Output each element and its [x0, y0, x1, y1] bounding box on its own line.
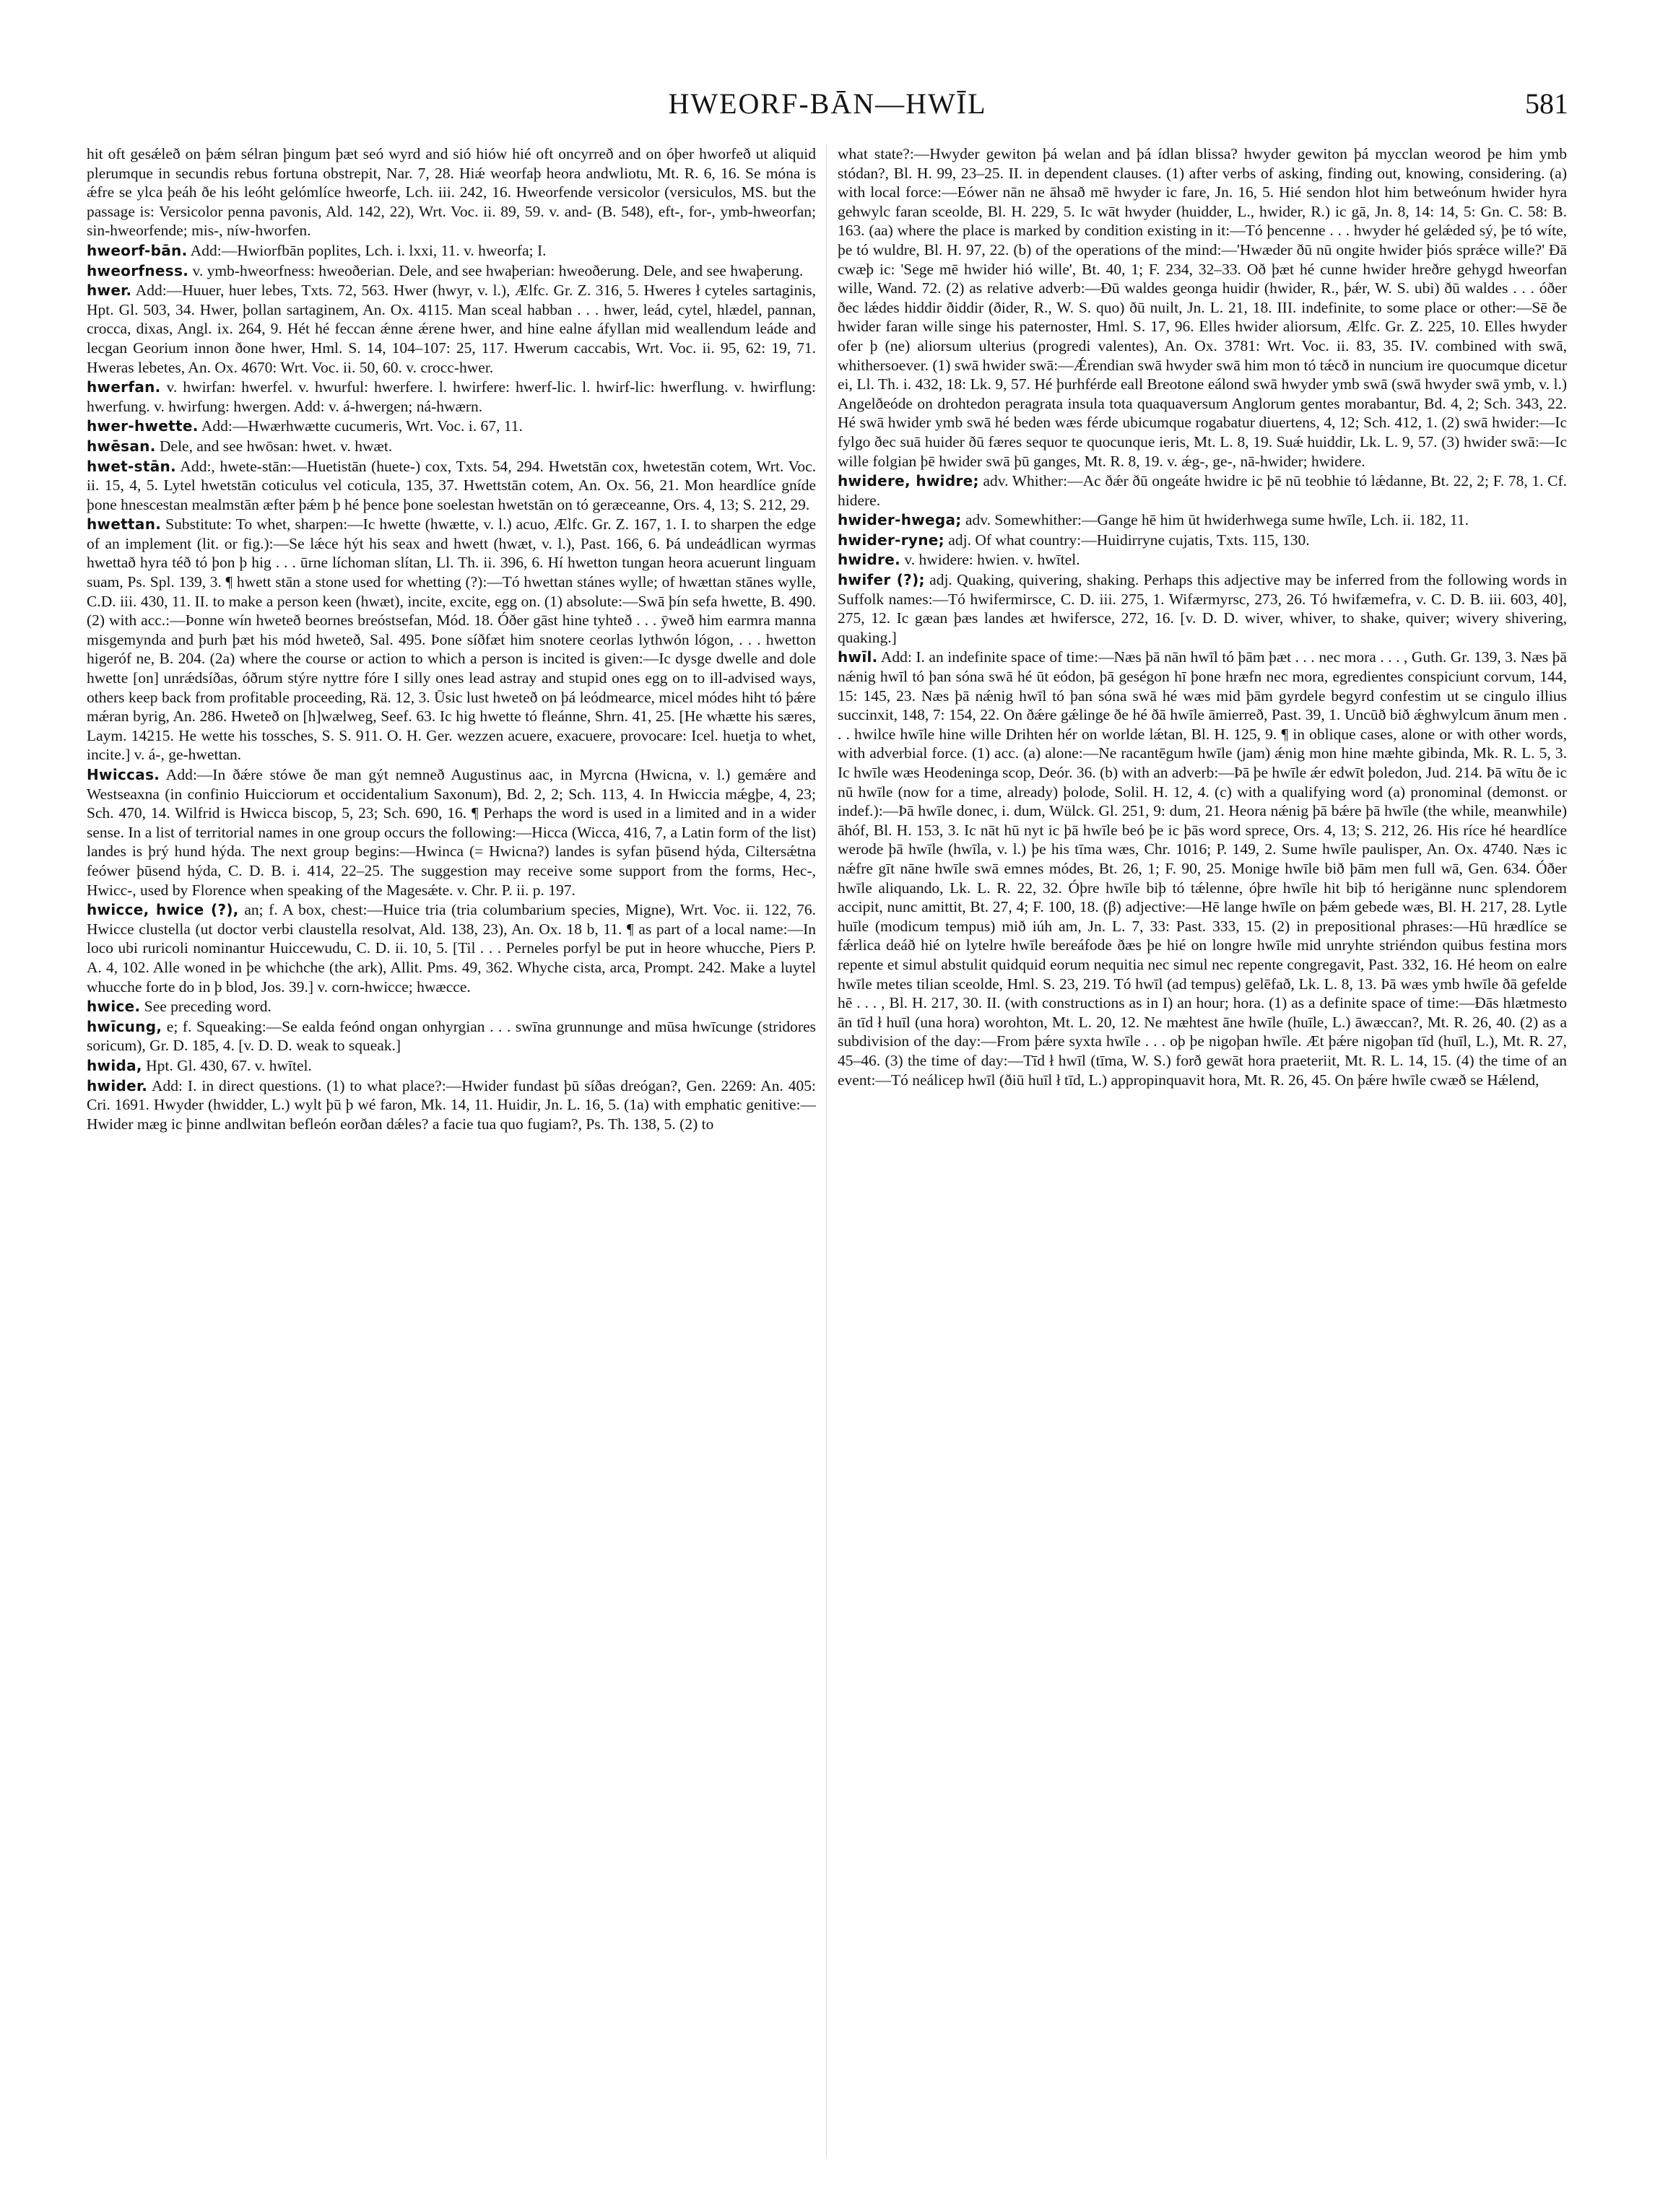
entry-text: adj. Quaking, quivering, shaking. Perhaps this adjective may be inferred from the following words in Suffolk names:—Tó hwifermirsce, C. D. iii. 275, 1. Wifærmyrsc, 273, 26. Tó hwifæmefra, v. C. D. B. iii. 603, 40], 275, 12. Ic gæan þæs landes æt hwifersce, 272, 16. [v. D. D. wiver, whiver, to shake, quiver; wivery shivering, quaking.]: [838, 571, 1567, 646]
entry-headword: hweorf-bān.: [87, 241, 188, 259]
page-header: [87, 87, 1568, 144]
dictionary-entry: [838, 570, 1567, 647]
dictionary-entry: [87, 144, 816, 240]
right-column: [838, 144, 1567, 2159]
dictionary-entry: [838, 648, 1567, 1089]
dictionary-entry: [838, 531, 1567, 550]
entry-text: adv. Somewhither:—Gange hē him ūt hwiderhwega sume hwīle, Lch. ii. 182, 11.: [965, 511, 1469, 529]
entry-text: an; f. A box, chest:—Huice tria (tria columbarium species, Migne), Wrt. Voc. ii. 122, 76. Hwicce clustella (ut doctor verbi claustella resolvat, Ald. 138, 23), An. Ox. 18 b, 11. ¶ as part of a local name:—In loco ubi ruricoli nominantur Huiccewudu, C. D. ii. 10, 5. [Til . . . Perneles porfyl be put in heore whucche, Piers P. A. 4, 102. Alle woned in þe whichche (the ark), Allit. Pms. 49, 362. Whyche cista, arca, Prompt. 242. Make a luytel whucche forte do in þ blod, Jos. 39.] v. corn-hwicce; hwæcce.: [87, 901, 816, 996]
dictionary-entry: [87, 378, 816, 416]
entry-text: v. hwirfan: hwerfel. v. hwurful: hwerfere. l. hwirfere: hwerf-lic. l. hwirf-lic: hwerflung. v. hwirflung: hwerfung. v. hwirfung: hwergen. Add: v. á-hwergen; ná-hwærn.: [87, 378, 816, 415]
dictionary-entry: [87, 241, 816, 261]
dictionary-entry: [838, 471, 1567, 510]
entry-headword: hwettan.: [87, 515, 162, 534]
entry-text: Add:—Huuer, huer lebes, Txts. 72, 563. Hwer (hwyr, v. l.), Ælfc. Gr. Z. 316, 5. Hweres ł cyteles sartaginis, Hpt. Gl. 503, 34. Hwer, þollan sartaginem, An. Ox. 4115. Man sceal habban . . . hwer, leád, cytel, hlædel, pannan, crocca, dixas, Angl. ix. 264, 9. Hét hé feccan ǽnne ǽrene hwer, and hine ealne áfyllan mid weallendum leáde and lecgan Georium innon ðone hwer, Hml. S. 14, 104–107: 25, 117. Hwerum caccabis, Wrt. Voc. ii. 95, 62: 19, 71. Hweras lebetes, An. Ox. 4670: Wrt. Voc. ii. 50, 60. v. crocc-hwer.: [87, 282, 816, 376]
dictionary-entry: [87, 457, 816, 515]
dictionary-entry: [838, 510, 1567, 530]
dictionary-entry: [87, 417, 816, 436]
entry-headword: hwider-ryne;: [838, 531, 944, 549]
entry-headword: hwerfan.: [87, 378, 161, 396]
entry-headword: hwīcung,: [87, 1017, 162, 1035]
dictionary-entry: [87, 997, 816, 1016]
entry-text: hit oft gesǽleð on þǽm sélran þingum þæt seó wyrd and sió hiów hié oft oncyrreð and on óþer hworfeð ut aliquid plerumque in secundis rebus fortuna obstrepit, Nar. 7, 28. Hiǽ weorfaþ heora andwliotu, Mt. R. 6, 16. Se móna is ǽfre se ylca þeáh ðe his leóht gelómlíce hweorfe, Lch. iii. 242, 16. Hweorfende versicolor (versiculos, MS. but the passage is: Versicolor penna pavonis, Ald. 142, 22), Wrt. Voc. ii. 89, 59. v. and- (B. 548), eft-, for-, ymb-hweorfan; sin-hweorfende; mis-, níw-hworfen.: [87, 145, 816, 240]
entry-text: adv. Whither:—Ac ðǽr ðū ongeáte hwidre ic þē nū teobhie tó lǽdanne, Bt. 22, 2; F. 78, 1. Cf. hidere.: [838, 472, 1567, 509]
entry-headword: hwice.: [87, 998, 141, 1016]
page-number: 581: [1525, 87, 1568, 120]
entry-headword: hwīl.: [838, 648, 878, 666]
entry-headword: hwider-hwega;: [838, 511, 962, 529]
entry-headword: hwida,: [87, 1056, 142, 1074]
entry-text: what state?:—Hwyder gewiton þá welan and þá ídlan blissa? hwyder gewiton þá mycclan weorod þe him ymb stódan?, Bl. H. 99, 23–25. II. in dependent clauses. (1) after verbs of asking, finding out, knowing, considering. (a) with local force:—Eówer nān ne āhsað mē hwyder ic fare, Jn. 16, 5. Hié sendon hlot him betweónum hwider hyra gehwylc faran sceolde, Bl. H. 229, 5. Ic wāt hwyder (huidder, L., hwider, R.) ic gā, Jn. 8, 14: 14, 5: Gn. C. 58: B. 163. (aa) where the place is marked by condition existing in it:—Tó þencenne . . . hwyder hé gelǽded sý, þe tó wíte, þe tó wuldre, Bl. H. 97, 22. (b) of the operations of the mind:—'Hwæder ðū nū ongite hwider þiós sprǽce wille?' Ðā cwæþ ic: 'Sege mē hwider hió wille', Bt. 40, 1; F. 234, 32–33. Oð þæt hé cunne hwider hreðre gehygd hweorfan wille, Wand. 72. (2) as relative adverb:—Ðū waldes geonga huidir (hwider, R., þǽr, W. S. ubi) ðū waldes . . . óðer ðec lǽdes hiddir ðiddir (ðider, R., W. S. quo) ðū nuilt, Jn. L. 21, 18. III. indefinite, to some place or other:—Sē ðe hwider faran wille singe his paternoster, Hml. S. 17, 96. Elles hwider aliorsum, Ælfc. Gr. Z. 225, 10. Elles hwyder ofer þ (ne) aliorsum ulterius (progredi valentes), An. Ox. 3781: Wrt. Voc. ii. 83, 35. IV. combined with swā, whithersoever. (1) swā hwider swā:—Ǽrendian swā hwyder swā him mon tó tǽcð in nuncium ire quocumque dicetur ei, Ll. Th. i. 432, 18: Lk. 9, 57. Hé þurhférde eall Breotone eálond swā hwyder ymb swā (swā hwyder swā ymb, v. l.) Angelðeóde on drohtedon peragrata insula tota quaquaversum Anglorum gentes morabantur, Bd. 4, 2; Sch. 343, 22. Hé swā hwider ymb swā hé beden wæs férde ubicumque rogabatur diuertens, 4, 12; Sch. 412, 1. (2) swā hwider:—Ic fylgo ðec suā huider ðū færes sequor te quocunque ieris, Mt. L. 8, 19. Suǽ huiddir, Lk. L. 9, 57. (3) hwider swā:—Ic wille folgian þē hwider swā þū ganges, Mt. R. 8, 19. v. ǽg-, ge-, nā-hwider; hwidere.: [838, 145, 1567, 470]
dictionary-entry: [838, 144, 1567, 471]
entry-headword: hwider.: [87, 1076, 148, 1094]
dictionary-entry: [87, 1076, 816, 1134]
running-head: HWEORF-BĀN—HWĪL: [668, 87, 987, 120]
dictionary-entry: [87, 515, 816, 765]
dictionary-entry: [87, 1017, 816, 1055]
dictionary-entry: [87, 281, 816, 377]
dictionary-entry: [87, 765, 816, 900]
entry-text: Substitute: To whet, sharpen:—Ic hwette (hwætte, v. l.) acuo, Ælfc. Gr. Z. 167, 1. I. to sharpen the edge of an implement (lit. or fig.):—Se lǽce hýt his seax and hwett (hwæt, v. l.), Past. 166, 6. Þá undeádlican wyrmas hwettað hyra téð tó þon þ hig . . . ūrne líchoman slítan, Ll. Th. ii. 396, 6. Hí hwetton tungan heora acuerunt linguam suam, Ps. Spl. 139, 3. ¶ hwett stān a stone used for whetting (?):—Tó hwettan stánes wylle; of hwættan stānes wylle, C.D. iii. 430, 11. II. to make a person keen (hwæt), incite, excite, egg on. (1) absolute:—Swā þín sefa hwette, B. 490. (2) with acc.:—Þonne wín hweteð beornes breóstsefan, Mód. 18. Óðer gāst hine tyhteð . . . ȳweð him earmra manna misgemynda and þurh þæt his mód hweteð, Sal. 495. Þone síðfæt him snotere ceorlas lythwón lógon, . . . hwetton higeróf ne, B. 204. (2a) where the course or action to which a person is incited is given:—Ic dysge dwelle and dole hwette [on] unrǽdsíðas, óðrum stýre nyttre fóre I silly ones lead astray and stupid ones egg on to ill-advised ways, others keep back from profitable proceeding, Rä. 12, 3. Ūsic lust hweteð on þá leódmearce, micel módes hiht tó þǽre mǽran byrig, An. 286. Hweteð on [h]wælweg, Seef. 63. Ic hig hwette tó fleánne, Shrn. 41, 25. [He whætte his særes, Laym. 14215. He wette his tossches, S. S. 911. O. H. Ger. wezzen acuere, exacuere, provocare: Icel. huetja to whet, incite.] v. á-, ge-hwettan.: [87, 515, 816, 764]
entry-headword: hwicce, hwice (?),: [87, 901, 239, 919]
dictionary-entry: [838, 550, 1567, 570]
dictionary-entry: [87, 261, 816, 281]
entry-text: v. hwidere: hwien. v. hwītel.: [904, 551, 1080, 569]
entry-headword: Hwiccas.: [87, 766, 160, 783]
entry-text: See preceding word.: [144, 998, 272, 1016]
entry-text: Add:—Hwiorfbān poplites, Lch. i. lxxi, 11. v. hweorfa; I.: [190, 241, 547, 259]
dictionary-entry: [87, 1056, 816, 1076]
entry-headword: hweorfness.: [87, 261, 189, 279]
entry-headword: hwidere, hwidre;: [838, 472, 979, 490]
entry-headword: hwer.: [87, 282, 132, 300]
entry-headword: hwet-stān.: [87, 457, 176, 475]
entry-text: Add: I. an indefinite space of time:—Næs þā nān hwīl tó þām þæt . . . nec mora . . . , Guth. Gr. 139, 3. Næs þā nǽnig hwīl tó þan sóna swā hé ūt eódon, þā geségon hī þone hræfn nec mora, egredientes conspiciunt corvum, 144, 15: 145, 23. Næs þā nǽnig hwīl tó þan sóna swā hé wæs mid þām gyrdele begyrd confestim ut se cingulo illius succinxit, 148, 7: 154, 22. On ðǽre gǽlinge ðe hé ðā hwīle āmierreð, Past. 39, 1. Uncūð bið ǽghwylcum ānum men . . . hwilce hwīle hine wille Drihten hér on worlde lǽtan, Bl. H. 125, 9. ¶ in oblique cases, alone or with other words, with adverbial force. (1) acc. (a) alone:—Ne racantēgum hwīle (jam) ǽnig mon hine mæhte gibinda, Mk. R. L. 5, 3. Ic hwīle wæs Heodeninga scop, Deór. 36. (b) with an adverb:—Þā þe hwīle ǽr edwīt þoledon, Jud. 214. Þā wītu ðe ic nū hwīle (now for a time, already) þolode, Solil. H. 12, 4. (c) with a qualifying word (a) pronominal (demonst. or indef.):—Þā hwīle donec, i. dum, Wülck. Gl. 251, 9: dum, 21. Heora nǽnig þā bǽre þā hwīle (the while, meanwhile) āhóf, Bl. H. 153, 3. Ic nāt hū nyt ic þā hwīle beó þe ic þās word sprece, Ors. 4, 13; S. 212, 26. His ríce hé heardlíce werode þā hwīle (hwīla, v. l.) þe his tīma wæs, Chr. 1016; P. 149, 2. Sume hwīle paulisper, An. Ox. 4740. Næs ic nǽfre gīt nāne hwīle swā emnes módes, Bt. 26, 1; F. 90, 25. Monige hwīle bið þām men full wā, Gen. 634. Óðer hwīle aliquando, Lk. L. R. 22, 32. Óþre hwīle biþ tó tǽlenne, óþre hwīle hit biþ tó herigänne nunc splendorem accipit, nunc amittit, Bt. 27, 4; F. 100, 18. (β) adjective:—Hē lange hwīle on þǽm gebede wæs, Bl. H. 217, 28. Lytle huīle (modicum tempus) mið iúh am, Jn. L. 7, 33: Past. 333, 15. (2) in prepositional phrases:—Hū hrædlíce se fǽrlica deáð hié on lytelre hwīle bereáfode ðæs þe hié on longre hwīle mid unryhte striéndon quibus festina mors repente et simul abstulit quidquid eorum nequitia nec simul nec repente congregavit, Past. 332, 16. Hé heom on ealre hwīle metes tilian sceolde, Hml. S. 23, 219. Tó hwīl (ad tempus) gelēfað, Lk. L. 8, 13. Þā wæs ymb hwīle ðā gefelde hē . . . , Bl. H. 217, 30. II. (with constructions as in I) an hour; hora. (1) as a definite space of time:—Ðās hlætmesto ān tīd ł huīl (una hora) worohton, Mt. L. 20, 12. Ne mæhtest āne hwīle (huīle, L.) āwæccan?, Mt. R. 26, 40. (2) as a subdivision of the day:—From þǽre syxta hwīle . . . oþ þe nigoþan hwīle. Æt þǽre nigoþan tīd (huīl, L.), Mt. R. 27, 45–46. (3) the time of day:—Tīd ł hwīl (tīma, W. S.) forð gewāt hora praeteriit, Mt. R. L. 14, 15. (4) the time of an event:—Tó neálicep hwīl (ðiū huīl ł tīd, L.) appropinquavit hora, Mt. R. 26, 45. On þǽre hwīle cwæð se Hǽlend,: [838, 648, 1567, 1089]
entry-text: e; f. Squeaking:—Se ealda feónd ongan onhyrgian . . . swīna grunnunge and mūsa hwīcunge (stridores soricum), Gr. D. 185, 4. [v. D. D. weak to squeak.]: [87, 1017, 816, 1055]
left-column: [87, 144, 816, 2159]
dictionary-entry: [87, 437, 816, 456]
entry-text: Add: I. in direct questions. (1) to what place?:—Hwider fundast þū síðas dreógan?, Gen. 2269: An. 405: Cri. 1691. Hwyder (hwidder, L.) wylt þū þ wé faron, Mk. 14, 11. Huidir, Jn. L. 16, 5. (1a) with emphatic genitive:—Hwider mæg ic þinne andlwitan befleón eorðan dǽles? a facie tua quo fugiam?, Ps. Th. 138, 5. (2) to: [87, 1076, 816, 1133]
entry-headword: hwēsan.: [87, 437, 156, 455]
entry-headword: hwifer (?);: [838, 571, 925, 589]
entry-text: Add:—In ðǽre stówe ðe man gýt nemneð Augustinus aac, in Myrcna (Hwicna, v. l.) gemǽre and Westseaxna (in confinio Huicciorum et occidentalium Saxonum), Bd. 2, 2; Sch. 113, 4. In Hwiccia mǽgþe, 4, 23; Sch. 470, 14. Wilfrid is Hwicca biscop, 5, 23; Sch. 690, 16. ¶ Perhaps the word is used in a limited and in a wider sense. In a list of territorial names in one group occurs the following:—Hicca (Wicca, 416, 7, a Latin form of the list) landes is þrý hund hýda. The next group begins:—Hwinca (= Hwicna?) landes is syfan þūsend hýda, Ciltersǽtna feówer þūsend hýda, C. D. B. i. 414, 22–25. The suggestion may receive some support from the forms, Hec-, Hwicc-, used by Florence when speaking of the Magesǽte. v. Chr. P. ii. p. 197.: [87, 766, 816, 899]
entry-text: Add:—Hwærhwætte cucumeris, Wrt. Voc. i. 67, 11.: [201, 417, 523, 435]
entry-text: Dele, and see hwōsan: hwet. v. hwæt.: [160, 437, 393, 455]
entry-text: v. ymb-hweorfness: hweoðerian. Dele, and see hwaþerian: hweoðerung. Dele, and see hwaþerung.: [192, 261, 804, 279]
dictionary-entry: [87, 900, 816, 996]
entry-headword: hwidre.: [838, 551, 901, 569]
entry-text: Hpt. Gl. 430, 67. v. hwītel.: [146, 1056, 312, 1074]
column-divider: [826, 144, 827, 2159]
entry-headword: hwer-hwette.: [87, 417, 199, 435]
entry-text: Add:, hwete-stān:—Huetistān (huete-) cox, Txts. 54, 294. Hwetstān cox, hwetestān cotem, Wrt. Voc. ii. 15, 4, 5. Lytel hwetstān coticulus vel coticula, 135, 37. Hwettstān cotem, An. Ox. 56, 21. Mon heardlíce gníde þone hnescestan mealmstān æfter þǽm þ hé þence þone soelestan hwetstān on tó geræceanne, Ors. 4, 13; S. 212, 29.: [87, 457, 816, 513]
entry-text: adj. Of what country:—Huidirryne cujatis, Txts. 115, 130.: [948, 531, 1310, 549]
